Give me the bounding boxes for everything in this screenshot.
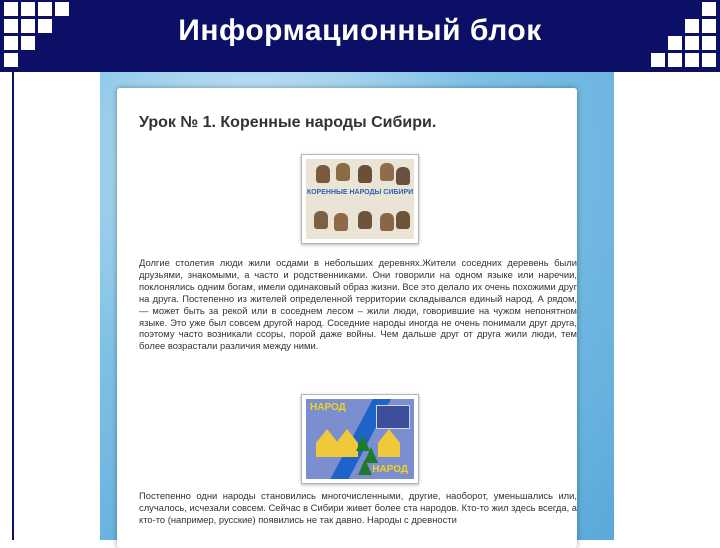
slide-title: Информационный блок <box>178 14 542 47</box>
paragraph-2: Постепенно одни народы становились многочисленными, другие, наоборот, уменьшались или, случалось, исчезали совсем. Сейчас в Сибири живет более ста народов. Кто-то жил здесь всегда, а кто-то (например, русские) появились не так давно. Народы с древности <box>139 490 578 525</box>
diagram-label-top: НАРОД <box>310 402 346 413</box>
image1-caption: КОРЕННЫЕ НАРОДЫ СИБИРИ <box>306 189 414 196</box>
paragraph-1: Долгие столетия люди жили осдами в небольших деревнях.Жители соседних деревень были друзьями, знакомыми, а часто и родственниками. Они говорили на одном языке или наречии, поклонялись одним богам, имели одинаковый образ жизни. Все это делало их очень похожими друг на друга. Постепенно из жителей определенной территории складывался единый народ. А рядом, — может быть за рекой или в соседнем лесом – жили люди, говорившие на чужом непонятном языке. Это уже был совсем другой народ. Соседние народы иногда не очень понимали друг друга, поэтому часто возникали ссоры, порой даже войны. Чем дальше друг от друга жили люди, тем более возрастали различия между ними. <box>139 257 577 352</box>
decorative-squares-right <box>651 2 716 67</box>
diagram-info-box <box>376 405 410 429</box>
lesson-title: Урок № 1. Коренные народы Сибири. <box>139 114 437 131</box>
slide-header <box>0 0 720 72</box>
lesson-card <box>117 88 577 548</box>
left-divider-line <box>12 72 14 540</box>
peoples-river-diagram <box>301 394 419 484</box>
indigenous-peoples-image <box>301 154 419 244</box>
diagram-label-bottom: НАРОД <box>372 464 408 475</box>
